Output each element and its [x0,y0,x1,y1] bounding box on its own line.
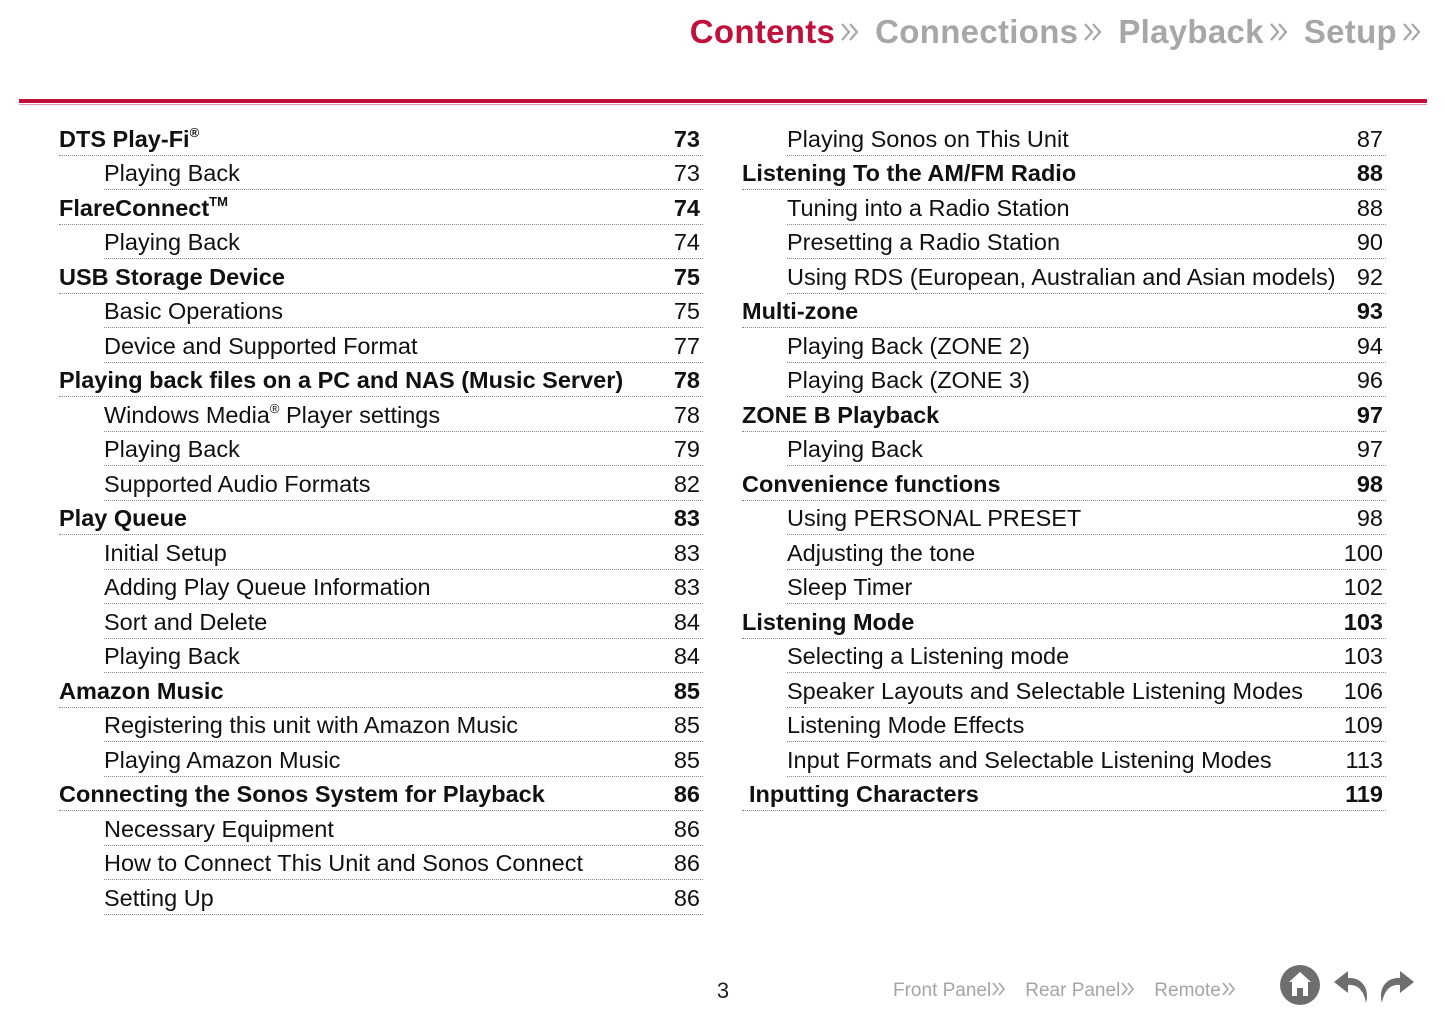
toc-entry-title [787,678,1344,705]
toc-entry-page: 94 [1356,332,1383,359]
toc-entry-title-text: Windows Media [104,401,270,428]
toc-entry-page: 85 [673,677,700,704]
double-chevron-right-icon [991,981,1007,1002]
toc-entry[interactable] [742,156,1386,191]
toc-entry-title [787,747,1346,774]
toc-entry-title-text: Playing back files on a PC and NAS (Music Server) [59,367,624,393]
toc-entry-title-text: Adding Play Queue Information [104,574,431,600]
toc-entry-title [742,471,1357,498]
toc-entry-page: 73 [673,160,700,186]
toc-entry-title [59,264,674,291]
toc-entry-title-text: Listening To the AM/FM Radio [742,160,1077,186]
toc-entry-title-text: Playing Back [104,160,240,186]
toc-entry[interactable] [104,432,703,467]
toc-entry-title-text: How to Connect This Unit and Sonos Connect [104,850,583,876]
toc-entry-page: 74 [673,194,700,221]
toc-entry[interactable] [104,880,703,915]
double-chevron-right-icon [1268,21,1290,43]
toc-entry-title-suffix: Player settings [279,401,441,428]
toc-entry-title [104,401,674,429]
toc-entry-title [104,643,674,670]
toc-entry-page: 83 [673,505,700,531]
toc-entry-title-text: Necessary Equipment [104,815,334,842]
toc-entry[interactable] [59,121,703,156]
double-chevron-right-icon [1401,21,1423,43]
toc-entry-page: 109 [1343,712,1383,738]
toc-entry-page: 103 [1343,608,1383,635]
nav-playback-label: Playback [1118,13,1264,50]
toc-entry-page: 87 [1356,125,1383,152]
toc-entry-page: 75 [673,298,700,324]
toc-entry-title-text: Listening Mode [742,608,915,635]
toc-entry[interactable] [104,570,703,605]
toc-entry[interactable] [104,397,703,432]
toc-entry-page: 93 [1356,298,1383,324]
nav-contents-label: Contents [689,13,836,50]
toc-entry-title [59,505,674,532]
toc-entry-title-text: USB Storage Device [59,263,285,290]
toc-entry-title-text: Basic Operations [104,298,283,324]
toc-entry[interactable] [104,604,703,639]
toc-entry-page: 84 [673,608,700,635]
toc-entry-title-text: Connecting the Sonos System for Playback [59,781,545,807]
toc-entry-title [59,781,674,808]
toc-entry-title [787,195,1357,222]
back-icon[interactable] [1330,963,1374,1007]
toc-entry[interactable] [59,363,703,398]
toc-entry[interactable] [787,190,1386,225]
toc-entry-title-text: Device and Supported Format [104,332,418,359]
toc-entry-title-text: Initial Setup [104,539,227,566]
toc-entry[interactable] [787,501,1386,536]
toc-entry-title-text: Convenience functions [742,470,1001,497]
toc-entry-title [742,298,1357,325]
toc-entry-title [787,712,1344,739]
toc-entry-title-text: Supported Audio Formats [104,470,371,497]
toc-entry[interactable] [787,535,1386,570]
toc-entry[interactable] [59,259,703,294]
toc-entry-page: 92 [1356,263,1383,290]
toc-entry-title-text: Tuning into a Radio Station [787,194,1070,221]
toc-entry-page: 102 [1343,574,1383,600]
toc-entry-page: 86 [673,884,700,911]
home-icon[interactable] [1278,963,1322,1007]
double-chevron-right-icon [1082,21,1104,43]
toc-entry[interactable] [787,570,1386,605]
toc-entry-title-text: Using PERSONAL PRESET [787,505,1082,531]
toc-entry-title [59,367,674,394]
toc-entry-title-text: Inputting Characters [749,781,979,807]
toc-entry-page: 79 [673,436,700,462]
toc-entry-title-text: Using RDS (European, Australian and Asian models) [787,263,1336,290]
toc-entry-title [104,160,674,187]
toc-entry-title [104,574,674,601]
page-number: 3 [716,978,730,1003]
nav-front-panel[interactable] [893,980,1007,1002]
toc-entry-title-text: FlareConnect [59,194,210,221]
toc-entry-title [787,436,1357,463]
toc-entry[interactable] [104,742,703,777]
toc-entry-page: 96 [1356,367,1383,393]
toc-entry-title-text: Playing Amazon Music [104,746,341,773]
nav-playback[interactable] [1118,13,1290,51]
toc-entry-page: 83 [673,539,700,566]
toc-entry[interactable] [59,190,703,225]
toc-entry-title-text: Playing Back (ZONE 2) [787,332,1030,359]
toc-entry-title-text: Sort and Delete [104,608,268,635]
toc-entry-title [104,471,674,498]
toc-entry-title [787,540,1344,567]
toc-entry-page: 113 [1345,746,1383,773]
toc-entry-page: 88 [1356,194,1383,221]
toc-entry-title-text: Multi-zone [742,298,859,324]
nav-setup-label: Setup [1303,13,1397,50]
toc-entry-title [59,194,674,222]
toc-entry-page: 78 [673,401,700,428]
double-chevron-right-icon [1221,981,1237,1002]
toc-entry-title-text: DTS Play-Fi [59,125,190,152]
toc-entry[interactable] [787,363,1386,398]
toc-entry-title [104,609,674,636]
toc-entry-page: 106 [1343,677,1383,704]
toc-entry-title-text: Registering this unit with Amazon Music [104,712,519,738]
nav-contents[interactable] [690,13,861,51]
toc-entry-title-text: Input Formats and Selectable Listening Modes [787,746,1272,773]
toc-entry-page: 75 [673,263,700,290]
toc-entry-title [104,850,674,877]
toc-entry[interactable] [104,294,703,329]
toc-entry-title [787,574,1344,601]
toc-entry-page: 98 [1356,470,1383,497]
toc-entry-page: 86 [673,815,700,842]
toc-entry[interactable] [787,121,1386,156]
toc-entry-title [742,160,1357,187]
toc-entry-page: 77 [673,332,700,359]
toc-entry[interactable] [104,708,703,743]
toc-entry-title-text: Speaker Layouts and Selectable Listening Modes [787,677,1304,704]
toc-entry-superscript: ® [269,400,280,416]
toc-entry-page: 82 [673,470,700,497]
toc-entry-title [742,402,1357,429]
toc-entry[interactable] [742,777,1386,812]
toc-entry-title [59,125,674,153]
toc-entry-title [787,367,1357,394]
toc-entry[interactable] [59,777,703,812]
toc-entry-page: 83 [673,574,700,600]
toc-entry[interactable] [787,328,1386,363]
toc-entry-page: 103 [1343,643,1383,669]
toc-entry-title-text: Sleep Timer [787,574,913,600]
toc-entry[interactable] [742,604,1386,639]
toc-entry-title [104,333,674,360]
top-navigation [676,10,1423,54]
nav-rear-panel-label: Rear Panel [1025,980,1121,1001]
toc-entry-page: 86 [673,781,700,807]
toc-entry-title [104,747,674,774]
toc-entry[interactable] [104,846,703,881]
toc-entry-title-text: Presetting a Radio Station [787,229,1061,255]
toc-entry[interactable] [104,466,703,501]
toc-entry[interactable] [787,742,1386,777]
toc-entry-title [104,885,674,912]
toc-entry-superscript: TM [209,193,228,209]
toc-entry[interactable] [787,673,1386,708]
toc-entry[interactable] [104,535,703,570]
toc-entry-title [104,712,674,739]
toc-entry-title [104,436,674,463]
toc-entry[interactable] [104,639,703,674]
toc-entry[interactable] [742,397,1386,432]
toc-entry-page: 97 [1356,401,1383,428]
toc-entry-page: 100 [1343,539,1383,566]
nav-remote-label: Remote [1154,980,1221,1001]
toc-entry-page: 74 [673,229,700,255]
toc-entry-title [104,298,674,325]
toc-entry-title-text: Playing Back [104,229,240,255]
nav-remote[interactable] [1154,980,1237,1002]
toc-entry[interactable] [59,673,703,708]
toc-entry-title [742,609,1344,636]
toc-entry-title [59,678,674,705]
double-chevron-right-icon [1120,981,1136,1002]
footer-icons [1278,963,1418,1007]
double-chevron-right-icon [839,21,861,43]
toc-entry-page: 88 [1356,160,1383,186]
toc-entry-title-text: Playing Back [104,643,240,669]
toc-entry-title-text: Selecting a Listening mode [787,643,1070,669]
toc-entry-title-text: ZONE B Playback [742,401,940,428]
toc-entry-title [104,229,674,256]
toc-entry-title [787,643,1344,670]
toc-entry-title [104,540,674,567]
toc-entry-title [742,781,1345,808]
toc-entry-page: 73 [673,125,700,152]
toc-entry-title [787,333,1357,360]
toc-entry-page: 85 [673,712,700,738]
toc-entry-title-text: Listening Mode Effects [787,712,1025,738]
toc-entry[interactable] [104,156,703,191]
toc-entry[interactable] [787,225,1386,260]
nav-rear-panel[interactable] [1025,980,1136,1002]
header-divider-shadow [19,104,1427,105]
toc-entry[interactable] [742,466,1386,501]
toc-entry-title-text: Playing Back [104,436,240,462]
toc-entry-page: 98 [1356,505,1383,531]
toc-entry[interactable] [59,501,703,536]
toc-entry[interactable] [104,225,703,260]
toc-entry-title [104,816,674,843]
toc-entry-title-text: Play Queue [59,505,187,531]
toc-entry-title [787,505,1357,532]
nav-setup[interactable] [1304,13,1423,51]
header-divider [19,99,1427,103]
toc-entry-page: 86 [673,850,700,876]
toc-entry-title [787,229,1357,256]
toc-entry-title [787,126,1357,153]
toc-entry-page: 78 [673,367,700,393]
toc-entry-page: 90 [1356,229,1383,255]
nav-front-panel-label: Front Panel [893,980,992,1001]
footer-navigation [893,980,1255,1002]
toc-entry-page: 84 [673,643,700,669]
toc-entry-title-text: Playing Sonos on This Unit [787,125,1069,152]
toc-entry[interactable] [787,259,1386,294]
toc-entry[interactable] [787,708,1386,743]
toc-entry[interactable] [787,432,1386,467]
toc-left-column [59,121,703,915]
nav-connections-label: Connections [875,13,1079,50]
toc-entry-title-text: Playing Back [787,436,923,462]
toc-entry[interactable] [104,328,703,363]
toc-right-column [742,121,1386,811]
toc-entry-superscript: ® [189,124,200,140]
toc-entry-title-text: Adjusting the tone [787,539,976,566]
toc-entry-page: 119 [1345,781,1383,807]
toc-entry-title-text: Setting Up [104,884,214,911]
toc-entry[interactable] [742,294,1386,329]
toc-entry[interactable] [104,811,703,846]
toc-entry-title-text: Amazon Music [59,677,224,704]
forward-icon[interactable] [1374,963,1418,1007]
toc-entry-page: 85 [673,746,700,773]
toc-entry[interactable] [787,639,1386,674]
toc-entry-page: 97 [1356,436,1383,462]
nav-connections[interactable] [875,13,1104,51]
toc-entry-title-text: Playing Back (ZONE 3) [787,367,1030,393]
toc-entry-title [787,264,1357,291]
